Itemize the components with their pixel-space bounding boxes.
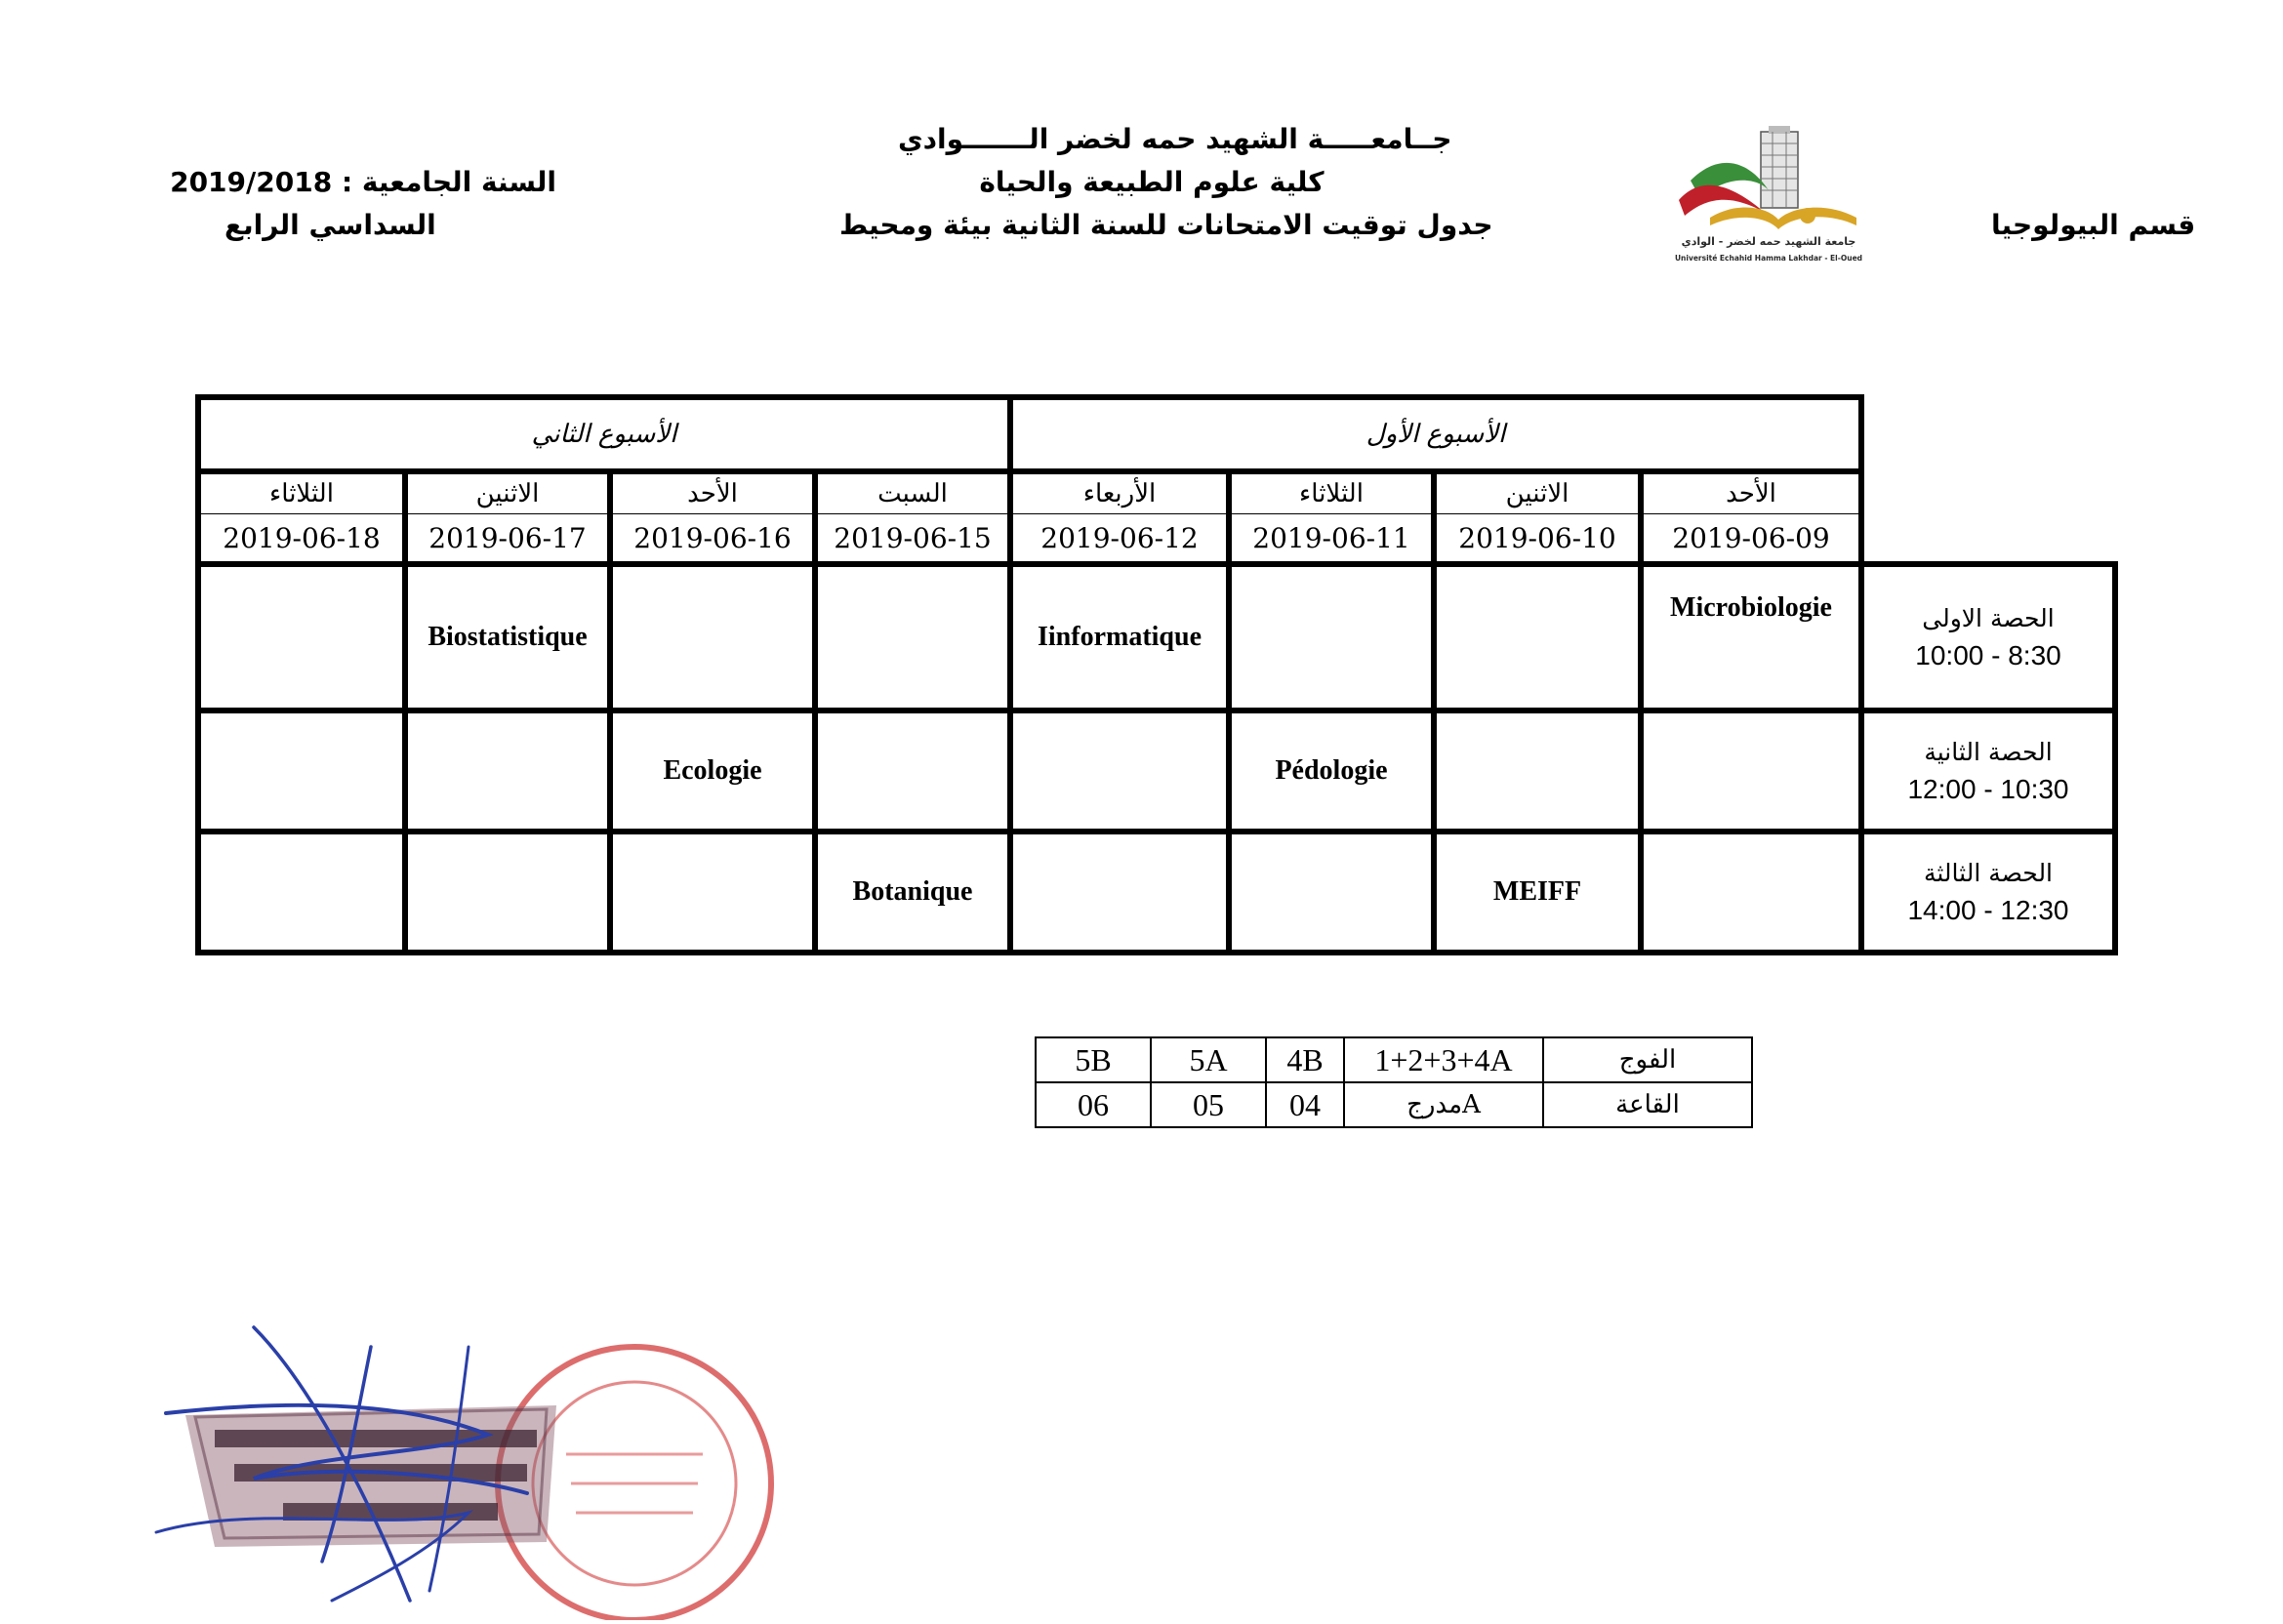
exam-cell	[1229, 564, 1434, 710]
university-logo	[1671, 122, 1866, 268]
week-row	[198, 397, 2115, 471]
blank-corner	[1861, 397, 2115, 471]
academic-year-label: السنة الجامعية :	[341, 166, 556, 198]
exam-cell	[815, 564, 1010, 710]
slot-name: الحصة الثالثة	[1923, 859, 2054, 887]
date-cell: 2019-06-17	[405, 514, 610, 565]
semester-label: السداسي الرابع	[224, 209, 436, 241]
room-cell: مدرجA	[1344, 1082, 1543, 1127]
faculty-name: كلية علوم الطبيعة والحياة	[979, 166, 1325, 198]
exam-cell	[1641, 710, 1861, 832]
slot-name: الحصة الثانية	[1924, 738, 2053, 766]
exam-cell	[1641, 832, 1861, 953]
exam-cell: Pédologie	[1229, 710, 1434, 832]
department-name: قسم البيولوجيا	[1991, 209, 2196, 241]
day-cell: الاثنين	[1434, 471, 1641, 514]
day-cell: الاثنين	[405, 471, 610, 514]
day-cell: الأحد	[1641, 471, 1861, 514]
slot-time: 12:00 - 10:30	[1907, 774, 2069, 804]
group-cell: 4B	[1266, 1037, 1344, 1082]
exam-cell	[610, 564, 815, 710]
slot-time: 14:00 - 12:30	[1907, 895, 2069, 925]
group-label: الفوج	[1543, 1037, 1752, 1082]
room-label: القاعة	[1543, 1082, 1752, 1127]
logo-name-fr: Université Echahid Hamma Lakhdar - El-Oued	[1674, 254, 1863, 263]
exam-cell: Microbiologie	[1641, 564, 1861, 710]
exam-cell	[1229, 832, 1434, 953]
slot-label	[1861, 710, 2115, 832]
exam-cell	[198, 832, 405, 953]
exam-schedule-table	[195, 394, 2118, 955]
exam-cell	[610, 832, 815, 953]
academic-year	[166, 166, 556, 198]
rooms-row	[1036, 1082, 1752, 1127]
slot-row-1	[198, 564, 2115, 710]
blank-corner	[1861, 471, 2115, 514]
day-cell: السبت	[815, 471, 1010, 514]
date-cell: 2019-06-12	[1010, 514, 1229, 565]
logo-graphic	[1671, 122, 1866, 268]
date-row	[198, 514, 2115, 565]
date-cell: 2019-06-15	[815, 514, 1010, 565]
date-cell: 2019-06-16	[610, 514, 815, 565]
logo-name-ar: جامعة الشهيد حمه لخضر - الوادي	[1681, 235, 1856, 248]
slot-name: الحصة الاولى	[1922, 604, 2055, 632]
exam-cell: Ecologie	[610, 710, 815, 832]
date-cell: 2019-06-18	[198, 514, 405, 565]
exam-cell	[198, 564, 405, 710]
document-title: جدول توقيت الامتحانات للسنة الثانية بيئة ومحيط	[839, 209, 1493, 241]
exam-cell	[1010, 832, 1229, 953]
stamp-and-signature	[137, 1308, 781, 1620]
date-cell: 2019-06-09	[1641, 514, 1861, 565]
exam-cell	[815, 710, 1010, 832]
groups-row	[1036, 1037, 1752, 1082]
blank-corner	[1861, 514, 2115, 565]
academic-year-value: 2019/2018	[170, 166, 333, 198]
university-name: جــامعـــــة الشهيد حمه لخضر الـــــــوادي	[898, 123, 1452, 155]
room-cell: 05	[1151, 1082, 1266, 1127]
exam-cell	[198, 710, 405, 832]
day-cell: الثلاثاء	[1229, 471, 1434, 514]
exam-cell	[1434, 564, 1641, 710]
day-row	[198, 471, 2115, 514]
exam-cell	[405, 832, 610, 953]
exam-cell	[405, 710, 610, 832]
groups-rooms-table	[1035, 1036, 1753, 1128]
date-cell: 2019-06-10	[1434, 514, 1641, 565]
day-cell: الأربعاء	[1010, 471, 1229, 514]
stamp-graphic	[137, 1308, 781, 1620]
room-cell: 04	[1266, 1082, 1344, 1127]
exam-cell	[1434, 710, 1641, 832]
date-cell: 2019-06-11	[1229, 514, 1434, 565]
slot-row-2	[198, 710, 2115, 832]
exam-cell: Iinformatique	[1010, 564, 1229, 710]
exam-cell: Biostatistique	[405, 564, 610, 710]
exam-cell	[1010, 710, 1229, 832]
group-cell: 1+2+3+4A	[1344, 1037, 1543, 1082]
group-cell: 5B	[1036, 1037, 1151, 1082]
slot-time: 10:00 - 8:30	[1915, 640, 2061, 670]
exam-cell: MEIFF	[1434, 832, 1641, 953]
day-cell: الأحد	[610, 471, 815, 514]
room-cell: 06	[1036, 1082, 1151, 1127]
group-cell: 5A	[1151, 1037, 1266, 1082]
slot-label	[1861, 832, 2115, 953]
week-two-header: الأسبوع الثاني	[198, 397, 1010, 471]
slot-row-3	[198, 832, 2115, 953]
slot-label	[1861, 564, 2115, 710]
week-one-header: الأسبوع الأول	[1010, 397, 1861, 471]
exam-cell: Botanique	[815, 832, 1010, 953]
day-cell: الثلاثاء	[198, 471, 405, 514]
